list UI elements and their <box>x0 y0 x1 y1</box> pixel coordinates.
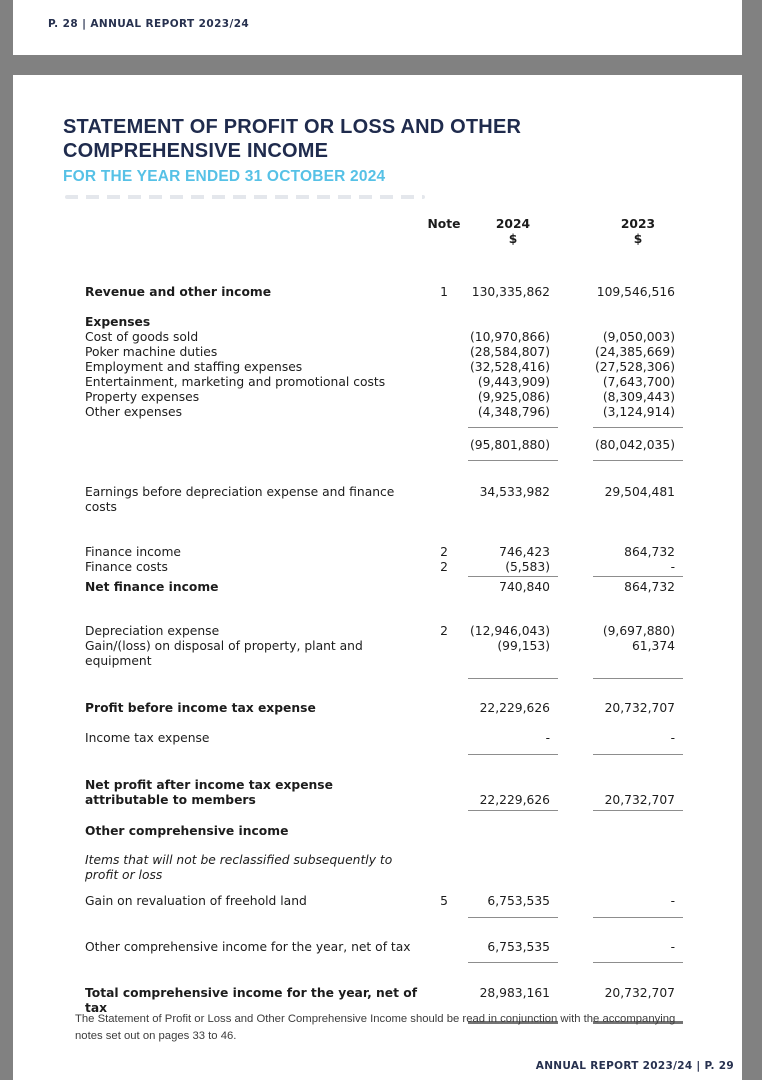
row-label: Expenses <box>85 315 151 329</box>
page-28-sliver <box>13 0 742 55</box>
row-value-2023: (24,385,669) <box>594 345 675 359</box>
table-row-revenue <box>85 285 683 300</box>
table-row-other-expenses <box>85 405 683 420</box>
row-value-2024: 740,840 <box>499 580 550 594</box>
table-row-finance-costs <box>85 560 683 575</box>
row-value-2024: (9,925,086) <box>477 390 550 404</box>
table-row-expenses-heading <box>85 315 683 330</box>
row-label: Gain/(loss) on disposal of property, plant and equipment <box>85 639 363 668</box>
row-note: 2 <box>440 545 448 559</box>
statement-footnote: The Statement of Profit or Loss and Other Comprehensive Income should be read in conjunction with the accompanying notes set out on pages 33 to 46. <box>75 1013 676 1042</box>
row-label: Property expenses <box>85 390 200 404</box>
table-row-total-expenses <box>85 438 683 453</box>
table-row-depreciation <box>85 624 683 639</box>
table-row-gain-disposal <box>85 639 683 669</box>
row-value-2023: (3,124,914) <box>602 405 675 419</box>
table-row-gain-revaluation <box>85 894 683 909</box>
row-value-2023: 864,732 <box>624 545 675 559</box>
row-label: Entertainment, marketing and promotional costs <box>85 375 386 389</box>
row-value-2023: (9,697,880) <box>602 624 675 638</box>
row-value-2023: 20,732,707 <box>604 701 675 715</box>
row-value-2023: (80,042,035) <box>594 438 675 452</box>
table-row-employment <box>85 360 683 375</box>
row-value-2024: (95,801,880) <box>469 438 550 452</box>
table-row-oci-heading <box>85 824 683 839</box>
table-row-oci-year <box>85 940 683 955</box>
row-note <box>420 485 468 515</box>
row-note <box>420 330 468 345</box>
row-note: 5 <box>440 894 448 908</box>
row-value-2023: - <box>670 731 675 745</box>
col-header-2024: 2024 <box>495 217 531 231</box>
table-row-ebitda <box>85 485 683 515</box>
row-label: Total comprehensive income for the year, net of tax <box>85 986 418 1015</box>
page-29-footer: ANNUAL REPORT 2023/24 | P. 29 <box>535 1060 734 1072</box>
rule-row <box>85 962 683 964</box>
row-value-2024: (9,443,909) <box>477 375 550 389</box>
page-28-footer: P. 28 | ANNUAL REPORT 2023/24 <box>48 18 250 30</box>
row-value-2023: 61,374 <box>631 639 675 653</box>
row-label: Other comprehensive income <box>85 824 289 838</box>
row-value-2023: (9,050,003) <box>602 330 675 344</box>
rule-row <box>85 678 683 680</box>
row-value-2023: 20,732,707 <box>604 986 675 1000</box>
table-header-currency-row <box>85 232 683 247</box>
row-note <box>420 940 468 955</box>
currency-symbol-2023: $ <box>633 232 643 246</box>
profit-loss-table <box>85 217 683 1025</box>
row-label: Other comprehensive income for the year, net of tax <box>85 940 411 954</box>
row-value-2024: (32,528,416) <box>469 360 550 374</box>
row-note <box>420 731 468 746</box>
row-label: Items that will not be reclassified subsequently to profit or loss <box>85 853 393 882</box>
statement-title-line1: STATEMENT OF PROFIT OR LOSS AND OTHER <box>63 116 522 138</box>
row-label: Other expenses <box>85 405 182 419</box>
table-row-property <box>85 390 683 405</box>
row-value-2024: 34,533,982 <box>479 485 550 499</box>
table-row-net-finance-income <box>85 580 683 595</box>
row-note <box>420 345 468 360</box>
row-label: Gain on revaluation of freehold land <box>85 894 307 908</box>
table-row-net-profit <box>85 778 683 808</box>
row-value-2024: - <box>545 731 550 745</box>
row-value-2024: (28,584,807) <box>469 345 550 359</box>
table-row-cogs <box>85 330 683 345</box>
row-label: Revenue and other income <box>85 285 272 299</box>
rule-row <box>85 754 683 756</box>
row-value-2023: 20,732,707 <box>604 793 675 807</box>
row-note <box>420 390 468 405</box>
statement-title-block <box>63 115 683 186</box>
row-value-2023: (8,309,443) <box>602 390 675 404</box>
row-note: 2 <box>440 560 448 574</box>
table-header-row <box>85 217 683 232</box>
row-label <box>85 438 420 453</box>
row-value-2024: (10,970,866) <box>469 330 550 344</box>
row-note <box>420 580 468 595</box>
row-label: Depreciation expense <box>85 624 220 638</box>
cropped-text-artifact <box>65 195 425 199</box>
row-note <box>420 375 468 390</box>
row-note <box>420 360 468 375</box>
row-value-2024: (4,348,796) <box>477 405 550 419</box>
rule-row <box>85 917 683 919</box>
rule-row <box>85 576 683 578</box>
row-value-2023: - <box>670 894 675 908</box>
row-note: 1 <box>440 285 448 299</box>
page-29 <box>13 75 742 1080</box>
row-note <box>420 701 468 716</box>
row-label: Profit before income tax expense <box>85 701 316 715</box>
statement-subtitle: FOR THE YEAR ENDED 31 OCTOBER 2024 <box>63 168 386 185</box>
rule-row <box>85 427 683 429</box>
col-header-note: Note <box>427 217 461 231</box>
row-value-2024: (12,946,043) <box>469 624 550 638</box>
row-value-2024: 746,423 <box>499 545 550 559</box>
row-value-2024: 22,229,626 <box>479 701 550 715</box>
row-value-2024: (99,153) <box>497 639 550 653</box>
row-label: Net finance income <box>85 580 219 594</box>
row-label: Cost of goods sold <box>85 330 199 344</box>
table-row-entertainment <box>85 375 683 390</box>
row-note: 2 <box>440 624 448 638</box>
row-label: Finance income <box>85 545 181 559</box>
row-value-2023: 109,546,516 <box>596 285 675 299</box>
row-value-2024: 22,229,626 <box>479 793 550 807</box>
row-value-2024: 6,753,535 <box>487 940 550 954</box>
table-row-poker-duties <box>85 345 683 360</box>
row-value-2023: 29,504,481 <box>604 485 675 499</box>
row-label: Poker machine duties <box>85 345 218 359</box>
row-value-2024: 28,983,161 <box>479 986 550 1000</box>
currency-symbol-2024: $ <box>508 232 518 246</box>
row-label: Employment and staffing expenses <box>85 360 303 374</box>
row-label: Net profit after income tax expense attributable to members <box>85 778 333 807</box>
row-value-2023: (27,528,306) <box>594 360 675 374</box>
statement-title-line2: COMPREHENSIVE INCOME <box>63 140 329 162</box>
row-value-2024: (5,583) <box>505 560 550 574</box>
table-row-items-not-reclassified <box>85 853 683 883</box>
row-value-2023: - <box>670 940 675 954</box>
table-row-profit-before-tax <box>85 701 683 716</box>
row-value-2024: 6,753,535 <box>487 894 550 908</box>
row-value-2024: 130,335,862 <box>471 285 550 299</box>
row-note <box>420 639 468 669</box>
row-value-2023: 864,732 <box>624 580 675 594</box>
row-note <box>420 438 468 453</box>
row-value-2023: (7,643,700) <box>602 375 675 389</box>
row-note <box>420 405 468 420</box>
row-label: Earnings before depreciation expense and finance costs <box>85 485 395 514</box>
row-value-2023: - <box>670 560 675 574</box>
rule-row <box>85 460 683 462</box>
rule-row <box>85 810 683 812</box>
table-row-income-tax <box>85 731 683 746</box>
col-header-2023: 2023 <box>620 217 656 231</box>
table-row-finance-income <box>85 545 683 560</box>
row-label: Finance costs <box>85 560 168 574</box>
row-label: Income tax expense <box>85 731 210 745</box>
